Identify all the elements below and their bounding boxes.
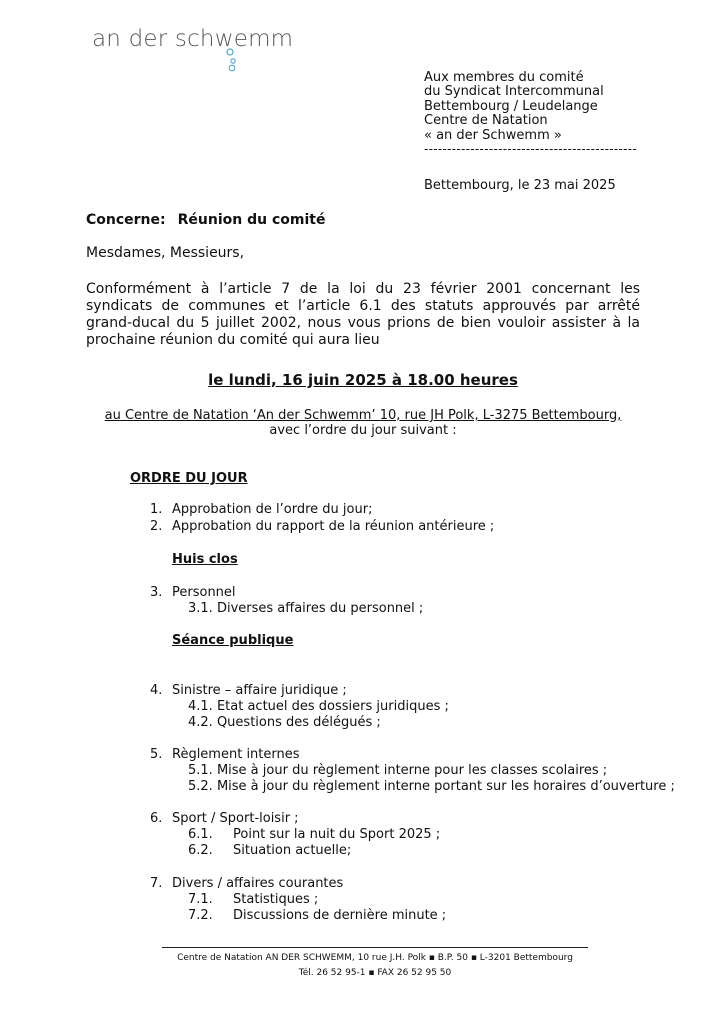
agenda-subitem	[188, 763, 607, 778]
agenda-subitem-number: 6.1.	[188, 827, 213, 842]
agenda-subitem-number: 5.2.	[188, 779, 213, 794]
agenda-subitem-number: 3.1.	[188, 601, 213, 616]
recipient-line: Aux membres du comité	[424, 70, 584, 85]
recipient-address	[424, 71, 604, 143]
intro-paragraph: Conformément à l’article 7 de la loi du 23 février 2001 concernant les syndicats de communes et l’article 6.1 des statuts approuvés par arrêté grand-ducal du 5 juillet 2002, nous vous prions de bien vouloir assister à la prochaine réunion du comité qui aura lieu	[86, 281, 640, 348]
address-separator: ----------------------------------------------	[424, 142, 637, 156]
agenda-item-number: 3.	[150, 585, 163, 600]
agenda-title: ORDRE DU JOUR	[130, 471, 248, 486]
agenda-subitem-text: Point sur la nuit du Sport 2025 ;	[233, 827, 441, 842]
agenda-subitem-text: Situation actuelle;	[233, 843, 352, 858]
meeting-place-note: avec l’ordre du jour suivant :	[269, 423, 457, 438]
section-seance-publique: Séance publique	[172, 633, 294, 648]
subject-line	[86, 212, 325, 228]
letter-date: Bettembourg, le 23 mai 2025	[424, 178, 616, 193]
logo-text-start: an der schw	[92, 26, 234, 52]
agenda-item-number: 5.	[150, 747, 163, 762]
footer-divider	[162, 947, 588, 948]
agenda-item-text: Règlement internes	[172, 747, 300, 762]
agenda-item-number: 4.	[150, 683, 163, 698]
agenda-item	[150, 519, 494, 534]
agenda-subitem-number: 4.1.	[188, 699, 213, 714]
agenda-item-number: 2.	[150, 519, 163, 534]
meeting-place-address: au Centre de Natation ‘An der Schwemm’ 10, rue JH Polk, L-3275 Bettembourg,	[104, 408, 622, 423]
agenda-subitem-number: 5.1.	[188, 763, 213, 778]
agenda-subitem	[188, 827, 440, 842]
agenda-subitem-number: 4.2.	[188, 715, 213, 730]
agenda-subitem	[188, 843, 351, 858]
meeting-place	[86, 408, 640, 438]
agenda-subitem-text: Statistiques ;	[233, 892, 319, 907]
footer-address: Centre de Natation AN DER SCHWEMM, 10 rue J.H. Polk ▪ B.P. 50 ▪ L-3201 Bettembourg	[177, 953, 573, 963]
subject-label: Concerne:	[86, 212, 166, 228]
recipient-line: Centre de Natation	[424, 113, 548, 129]
agenda-item-text: Divers / affaires courantes	[172, 876, 344, 891]
agenda-subitem	[188, 699, 449, 714]
agenda-item	[150, 585, 236, 600]
agenda-subitem-number: 6.2.	[188, 843, 213, 858]
agenda-subitem	[188, 601, 423, 616]
agenda-item	[150, 811, 299, 826]
agenda-subitem-text: Discussions de dernière minute ;	[233, 908, 447, 923]
agenda-item-number: 1.	[150, 502, 163, 517]
agenda-item-text: Personnel	[172, 585, 236, 600]
recipient-line: Bettembourg / Leudelange	[424, 98, 598, 114]
agenda-item	[150, 502, 372, 517]
meeting-date: le lundi, 16 juin 2025 à 18.00 heures	[208, 371, 518, 389]
logo-text-e: e	[233, 26, 249, 52]
agenda-item	[150, 747, 300, 762]
salutation: Mesdames, Messieurs,	[86, 245, 245, 261]
agenda-subitem	[188, 715, 381, 730]
agenda-subitem-number: 7.2.	[188, 908, 213, 923]
agenda-item-text: Sport / Sport-loisir ;	[172, 811, 299, 826]
agenda-item-number: 7.	[150, 876, 163, 891]
agenda-item-text: Approbation de l’ordre du jour;	[172, 502, 373, 517]
agenda-subitem-text: Mise à jour du règlement interne pour les classes scolaires ;	[216, 763, 608, 778]
agenda-item-text: Sinistre – affaire juridique ;	[172, 683, 347, 698]
agenda-item	[150, 876, 343, 891]
subject-text: Réunion du comité	[177, 212, 326, 228]
agenda-subitem-text: Etat actuel des dossiers juridiques ;	[216, 699, 449, 714]
recipient-line: du Syndicat Intercommunal	[424, 84, 604, 100]
logo	[92, 26, 293, 52]
agenda-item	[150, 683, 347, 698]
agenda-item-text: Approbation du rapport de la réunion antérieure ;	[172, 519, 495, 534]
agenda-subitem-number: 7.1.	[188, 892, 213, 907]
recipient-line: « an der Schwemm »	[424, 127, 562, 143]
agenda-item-number: 6.	[150, 811, 163, 826]
agenda-subitem-text: Mise à jour du règlement interne portant sur les horaires d’ouverture ;	[216, 779, 675, 794]
logo-text-end: mm	[248, 26, 294, 52]
agenda-subitem	[188, 892, 318, 907]
agenda-subitem-text: Diverses affaires du personnel ;	[216, 601, 424, 616]
agenda-subitem	[188, 908, 446, 923]
section-huis-clos: Huis clos	[172, 552, 238, 567]
agenda-subitem	[188, 779, 675, 794]
footer-phone: Tél. 26 52 95-1 ▪ FAX 26 52 95 50	[298, 968, 452, 978]
bubbles-icon	[224, 46, 244, 72]
agenda-subitem-text: Questions des délégués ;	[216, 715, 381, 730]
